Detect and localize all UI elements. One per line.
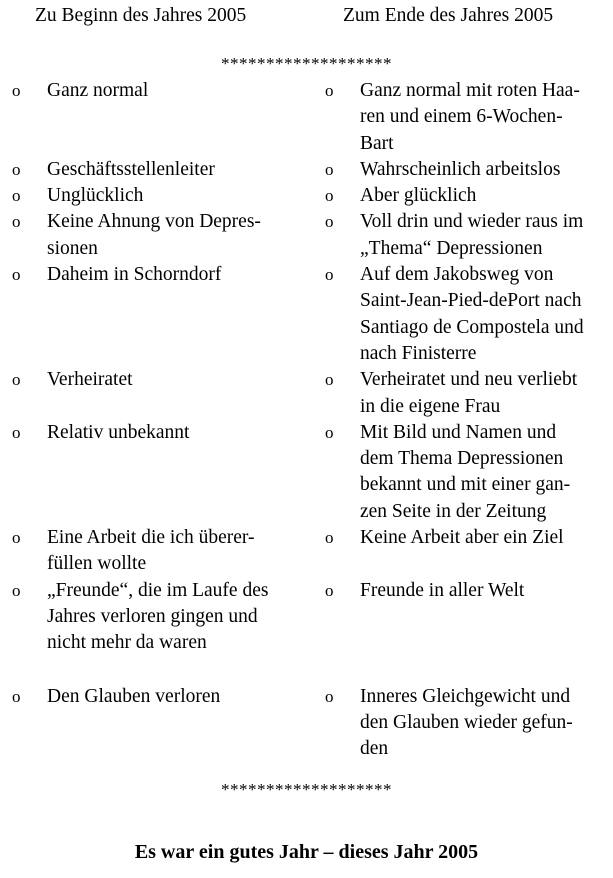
item-line: Mit Bild und Namen und bbox=[360, 421, 557, 443]
comparison-row bbox=[0, 684, 613, 763]
item-line: nach Finisterre bbox=[360, 342, 477, 364]
end-of-year-item bbox=[360, 183, 612, 209]
comparison-row bbox=[0, 157, 613, 183]
start-of-year-item bbox=[47, 684, 297, 710]
item-line: „Freunde“, die im Laufe des bbox=[47, 579, 269, 601]
item-line: Ganz normal mit roten Haa- bbox=[360, 80, 580, 101]
bullet-left: o bbox=[12, 580, 21, 600]
item-line: ren und einem 6-Wochen- bbox=[360, 106, 563, 128]
bullet-left: o bbox=[12, 528, 21, 548]
bullet-left: o bbox=[12, 686, 21, 706]
end-of-year-item bbox=[360, 367, 612, 420]
end-of-year-item bbox=[360, 78, 612, 157]
bullet-right: o bbox=[325, 580, 334, 600]
bullet-right: o bbox=[325, 212, 334, 232]
comparison-row bbox=[0, 209, 613, 262]
end-of-year-item bbox=[360, 262, 612, 367]
comparison-row bbox=[0, 262, 613, 367]
item-line: Inneres Gleichgewicht und bbox=[360, 685, 571, 707]
bullet-right: o bbox=[325, 159, 334, 179]
comparison-row bbox=[0, 78, 613, 157]
start-of-year-item bbox=[47, 578, 297, 657]
separator-top: ******************* bbox=[221, 54, 392, 73]
start-of-year-item bbox=[47, 420, 297, 446]
bullet-right: o bbox=[325, 528, 334, 548]
column-headers bbox=[0, 3, 613, 29]
item-line: Wahrscheinlich arbeitslos bbox=[360, 158, 561, 180]
comparison-row bbox=[0, 183, 613, 209]
bullet-right: o bbox=[325, 422, 334, 442]
bullet-right: o bbox=[325, 81, 334, 100]
end-of-year-item bbox=[360, 157, 612, 183]
item-line: Bart bbox=[360, 132, 394, 154]
end-of-year-item bbox=[360, 684, 612, 763]
item-line: bekannt und mit einer gan- bbox=[360, 474, 571, 496]
item-line: Jahres verloren gingen und bbox=[47, 605, 258, 627]
bullet-right: o bbox=[325, 186, 334, 206]
start-of-year-item bbox=[47, 367, 297, 393]
item-line: „Thema“ Depressionen bbox=[360, 237, 543, 259]
item-line: zen Seite in der Zeitung bbox=[360, 500, 547, 522]
header-end-of-year: Zum Ende des Jahres 2005 bbox=[343, 5, 554, 26]
end-of-year-item bbox=[360, 525, 612, 551]
bullet-left: o bbox=[12, 212, 21, 232]
start-of-year-item bbox=[47, 78, 297, 104]
end-of-year-item bbox=[360, 209, 612, 262]
start-of-year-item bbox=[47, 157, 297, 183]
item-line: Auf dem Jakobsweg von bbox=[360, 264, 554, 286]
item-line: nicht mehr da waren bbox=[47, 632, 207, 654]
start-of-year-item bbox=[47, 183, 297, 209]
item-line: in die eigene Frau bbox=[360, 395, 501, 417]
start-of-year-item bbox=[47, 525, 297, 578]
bullet-left: o bbox=[12, 159, 21, 179]
comparison-list bbox=[0, 78, 613, 762]
bullet-left: o bbox=[12, 186, 21, 206]
comparison-row bbox=[0, 578, 613, 684]
item-line: sionen bbox=[47, 237, 98, 259]
item-line: Den Glauben verloren bbox=[47, 685, 221, 707]
bullet-left: o bbox=[12, 265, 21, 285]
item-line: Relativ unbekannt bbox=[47, 421, 190, 443]
end-of-year-item bbox=[360, 578, 612, 604]
item-line: füllen wollte bbox=[47, 553, 147, 575]
comparison-row bbox=[0, 525, 613, 578]
item-line: Daheim in Schorndorf bbox=[47, 264, 222, 286]
item-line: Keine Ahnung von Depres- bbox=[47, 211, 261, 233]
closing-statement: Es war ein gutes Jahr – dieses Jahr 2005 bbox=[134, 841, 479, 863]
item-line: Aber glücklich bbox=[360, 185, 477, 207]
item-line: Geschäftsstellenleiter bbox=[47, 158, 215, 180]
item-line: Unglücklich bbox=[47, 185, 144, 207]
header-start-of-year: Zu Beginn des Jahres 2005 bbox=[35, 5, 247, 26]
item-line: Keine Arbeit aber ein Ziel bbox=[360, 527, 564, 549]
item-line: den Glauben wieder gefun- bbox=[360, 711, 573, 733]
bullet-right: o bbox=[325, 686, 334, 706]
item-line: den bbox=[360, 738, 389, 760]
bullet-right: o bbox=[325, 370, 334, 390]
item-line: Verheiratet und neu verliebt bbox=[360, 369, 578, 391]
comparison-row bbox=[0, 420, 613, 525]
item-line: Ganz normal bbox=[47, 80, 149, 101]
bullet-left: o bbox=[12, 370, 21, 390]
comparison-row bbox=[0, 367, 613, 420]
start-of-year-item bbox=[47, 262, 297, 288]
item-line: Voll drin und wieder raus im bbox=[360, 211, 584, 233]
item-line: Eine Arbeit die ich überer- bbox=[47, 527, 255, 549]
item-line: Saint-Jean-Pied-dePort nach bbox=[360, 290, 582, 312]
item-line: Santiago de Compostela und bbox=[360, 316, 584, 338]
end-of-year-item bbox=[360, 420, 612, 525]
start-of-year-item bbox=[47, 209, 297, 262]
item-line: dem Thema Depressionen bbox=[360, 448, 564, 470]
bullet-right: o bbox=[325, 265, 334, 285]
bullet-left: o bbox=[12, 81, 21, 100]
bullet-left: o bbox=[12, 422, 21, 442]
separator-bottom: ******************* bbox=[221, 780, 392, 799]
item-line: Freunde in aller Welt bbox=[360, 579, 525, 601]
item-line: Verheiratet bbox=[47, 369, 133, 391]
